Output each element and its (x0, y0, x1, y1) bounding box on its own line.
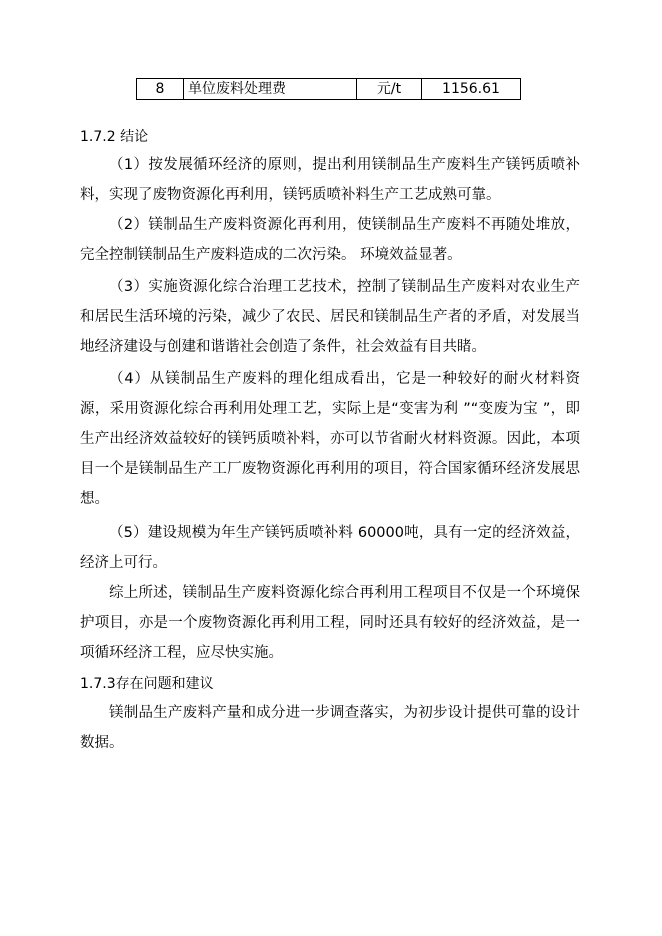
value-cell: 1156.61 (422, 79, 521, 100)
cost-table (136, 78, 521, 100)
conclusion-paragraph-3: （3）实施资源化综合治理工艺技术，控制了镁制品生产废料对农业生产和居民生活环境的污染，减少了农民、居民和镁制品生产者的矛盾，对发展当地经济建设与创建和谐谐社会创造了条件，社会效益有目共睹。 (80, 279, 580, 355)
issues-paragraph: 镁制品生产废料产量和成分进一步调查落实，为初步设计提供可靠的设计数据。 (80, 705, 580, 751)
table-row (137, 79, 521, 100)
section-heading-1-7-2: 1.7.2 结论 (80, 129, 149, 145)
section-heading-1-7-3: 1.7.3存在问题和建议 (80, 676, 214, 692)
conclusion-paragraph-2: （2）镁制品生产废料资源化再利用，使镁制品生产废料不再随处堆放，完全控制镁制品生产废料造成的二次污染。 环境效益显著。 (80, 217, 580, 263)
summary-paragraph: 综上所述，镁制品生产废料资源化综合再利用工程项目不仅是一个环境保护项目，亦是一个废物资源化再利用工程，同时还具有较好的经济效益，是一项循环经济工程，应尽快实施。 (80, 585, 580, 661)
conclusion-paragraph-4: （4）从镁制品生产废料的理化组成看出，它是一种较好的耐火材料资源，采用资源化综合再利用处理工艺，实际上是“变害为利 ”“变废为宝 ”，即生产出经济效益较好的镁钙质喷补料，亦可以节省耐火材料资源。因此，本项目一个是镁制品生产工厂废物资源化再利用的项目，符合国家循环经济发展思想。 (80, 371, 580, 507)
conclusion-paragraph-1: （1）按发展循环经济的原则，提出利用镁制品生产废料生产镁钙质喷补料，实现了废物资源化再利用，镁钙质喷补料生产工艺成熟可靠。 (80, 157, 580, 203)
unit-cell: 元/t (357, 79, 422, 100)
item-name-cell: 单位废料处理费 (184, 79, 357, 100)
row-number-cell: 8 (137, 79, 184, 100)
conclusion-paragraph-5: （5）建设规模为年生产镁钙质喷补料 60000吨，具有一定的经济效益，经济上可行。 (80, 525, 580, 571)
